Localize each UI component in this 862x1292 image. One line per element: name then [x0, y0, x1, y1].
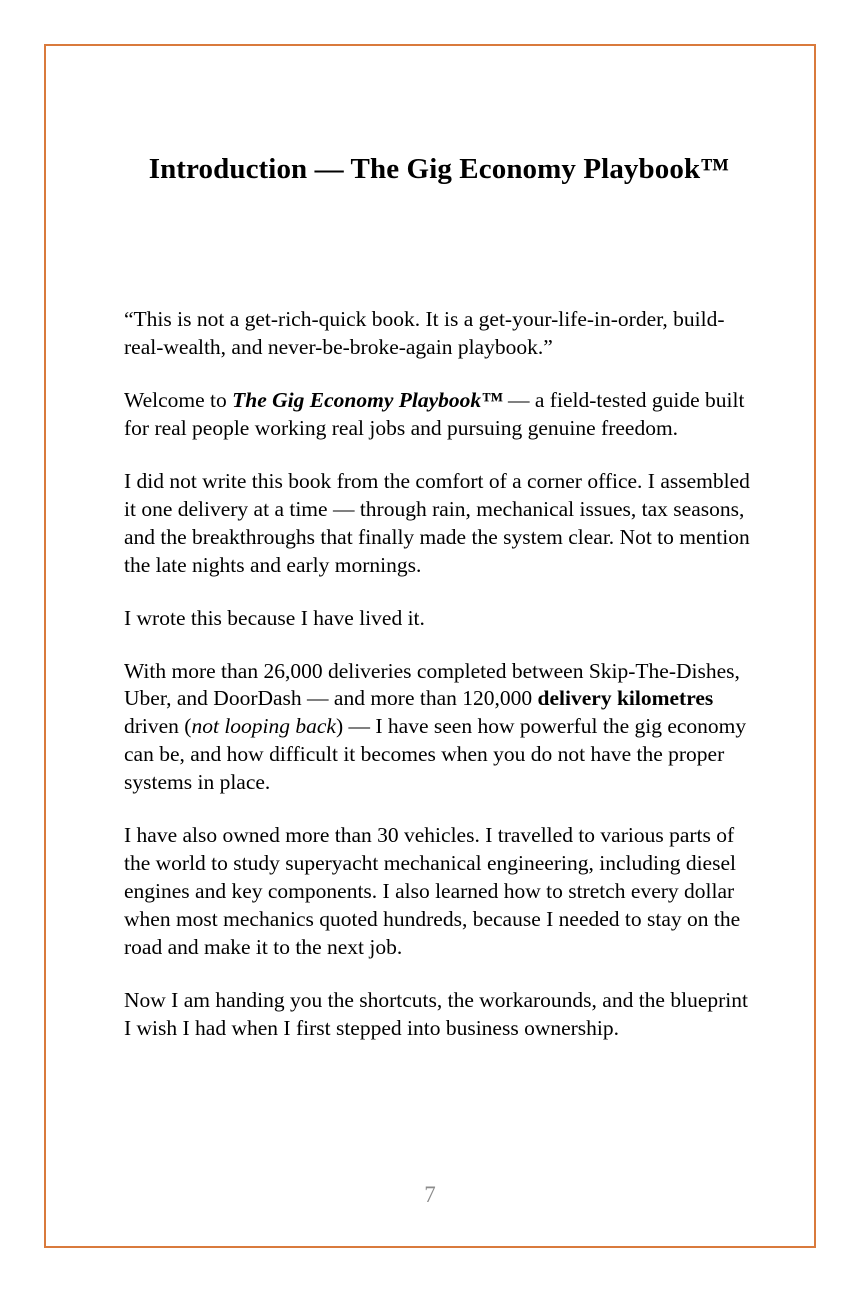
paragraph-quote — [124, 306, 754, 362]
text-run: I have also owned more than 30 vehicles. I travelled to various parts of the world to study superyacht mechanical engineering, including diesel engines and key components. I also learned how to stretch every dollar when most mechanics quoted hundreds, because I needed to stay on the road and make it to the next job. — [124, 823, 741, 959]
paragraph-corner-office — [124, 468, 754, 580]
page-number: 7 — [424, 1182, 436, 1207]
text-run: I did not write this book from the comfort of a corner office. I assembled it one delivery at a time — through rain, mechanical issues, tax seasons, and the breakthroughs that finally made the system clear. Not to mention the late nights and early mornings. — [124, 468, 750, 577]
text-run: delivery kilometres — [537, 686, 714, 711]
text-run: not looping back — [191, 714, 336, 739]
text-run: ) — I have seen how powerful the gig economy can be, and how difficult it becomes when you do not have the proper systems in place. — [124, 714, 747, 795]
paragraph-welcome — [124, 387, 754, 443]
body-text — [124, 306, 754, 1043]
page-title: Introduction — The Gig Economy Playbook™ — [148, 153, 730, 185]
text-run: driven ( — [124, 714, 192, 739]
text-run: — a field-tested guide built for real people working real jobs and pursuing genuine freedom. — [124, 387, 745, 440]
text-run: Now I am handing you the shortcuts, the workarounds, and the blueprint I wish I had when I first stepped into business ownership. — [124, 987, 748, 1040]
page-content — [124, 151, 754, 1043]
text-run: I wrote this because I have lived it. — [124, 605, 425, 630]
text-run: The Gig Economy Playbook™ — [232, 387, 503, 412]
paragraph-deliveries — [124, 658, 754, 798]
text-run: “This is not a get-rich-quick book. It is a get-your-life-in-order, build-real-wealth, and never-be-broke-again playbook.” — [124, 307, 725, 360]
paragraph-lived-it — [124, 605, 754, 633]
paragraph-vehicles — [124, 822, 754, 962]
text-run: With more than 26,000 deliveries completed between Skip-The-Dishes, Uber, and DoorDash — and more than 120,000 — [124, 658, 740, 711]
text-run: Welcome to — [124, 387, 233, 412]
page-border-frame — [44, 44, 816, 1248]
paragraph-shortcuts — [124, 987, 754, 1043]
